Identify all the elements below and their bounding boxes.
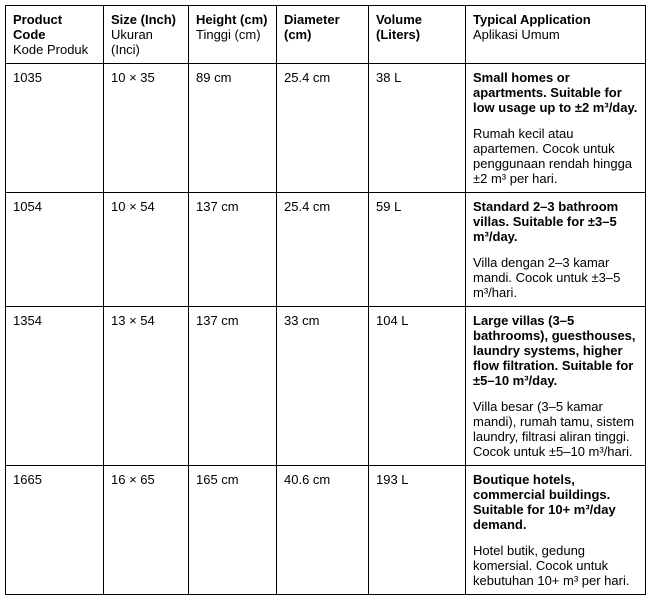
cell-product-code: 1354 bbox=[6, 307, 104, 466]
cell-product-code: 1665 bbox=[6, 466, 104, 595]
header-height bbox=[189, 6, 277, 64]
cell-height: 165 cm bbox=[189, 466, 277, 595]
product-spec-table bbox=[5, 5, 646, 595]
cell-application bbox=[466, 307, 646, 466]
header-application bbox=[466, 6, 646, 64]
header-height-en: Height (cm) bbox=[196, 12, 268, 27]
table-row bbox=[6, 466, 646, 595]
cell-size: 16 × 65 bbox=[104, 466, 189, 595]
cell-volume: 193 L bbox=[369, 466, 466, 595]
header-application-id: Aplikasi Umum bbox=[473, 27, 560, 42]
cell-application bbox=[466, 466, 646, 595]
cell-diameter: 33 cm bbox=[277, 307, 369, 466]
header-application-en: Typical Application bbox=[473, 12, 591, 27]
header-size-id: Ukuran (Inci) bbox=[111, 27, 153, 57]
header-volume bbox=[369, 6, 466, 64]
cell-size: 10 × 35 bbox=[104, 64, 189, 193]
header-size-en: Size (Inch) bbox=[111, 12, 177, 27]
cell-product-code: 1054 bbox=[6, 193, 104, 307]
cell-height: 137 cm bbox=[189, 307, 277, 466]
application-text-en: Large villas (3–5 bathrooms), guesthouses, laundry systems, higher flow filtration. Suitable for ±5–10 m³/day. bbox=[473, 313, 636, 388]
cell-volume: 104 L bbox=[369, 307, 466, 466]
application-text-en: Small homes or apartments. Suitable for low usage up to ±2 m³/day. bbox=[473, 70, 638, 115]
application-text-id: Villa besar (3–5 kamar mandi), rumah tamu, sistem laundry, filtrasi aliran tinggi. Cocok untuk ±5–10 m³/hari. bbox=[473, 399, 635, 459]
cell-diameter: 40.6 cm bbox=[277, 466, 369, 595]
header-product-code bbox=[6, 6, 104, 64]
header-volume-en: Volume (Liters) bbox=[376, 12, 422, 42]
application-text-id: Hotel butik, gedung komersial. Cocok untuk kebutuhan 10+ m³ per hari. bbox=[473, 543, 630, 588]
cell-size: 13 × 54 bbox=[104, 307, 189, 466]
cell-volume: 38 L bbox=[369, 64, 466, 193]
cell-height: 137 cm bbox=[189, 193, 277, 307]
cell-diameter: 25.4 cm bbox=[277, 64, 369, 193]
cell-application bbox=[466, 193, 646, 307]
header-row bbox=[6, 6, 646, 64]
table-row bbox=[6, 193, 646, 307]
application-text-en: Boutique hotels, commercial buildings. Suitable for 10+ m³/day demand. bbox=[473, 472, 616, 532]
application-text-id: Rumah kecil atau apartemen. Cocok untuk penggunaan rendah hingga ±2 m³ per hari. bbox=[473, 126, 633, 186]
cell-volume: 59 L bbox=[369, 193, 466, 307]
application-text-id: Villa dengan 2–3 kamar mandi. Cocok untuk ±3–5 m³/hari. bbox=[473, 255, 621, 300]
table-row bbox=[6, 64, 646, 193]
cell-diameter: 25.4 cm bbox=[277, 193, 369, 307]
header-diameter bbox=[277, 6, 369, 64]
header-diameter-en: Diameter (cm) bbox=[284, 12, 340, 42]
application-text-en: Standard 2–3 bathroom villas. Suitable for ±3–5 m³/day. bbox=[473, 199, 619, 244]
header-product-code-id: Kode Produk bbox=[13, 42, 89, 57]
header-product-code-en: Product Code bbox=[13, 12, 63, 42]
table-row bbox=[6, 307, 646, 466]
cell-size: 10 × 54 bbox=[104, 193, 189, 307]
cell-application bbox=[466, 64, 646, 193]
header-size bbox=[104, 6, 189, 64]
cell-product-code: 1035 bbox=[6, 64, 104, 193]
header-height-id: Tinggi (cm) bbox=[196, 27, 261, 42]
cell-height: 89 cm bbox=[189, 64, 277, 193]
